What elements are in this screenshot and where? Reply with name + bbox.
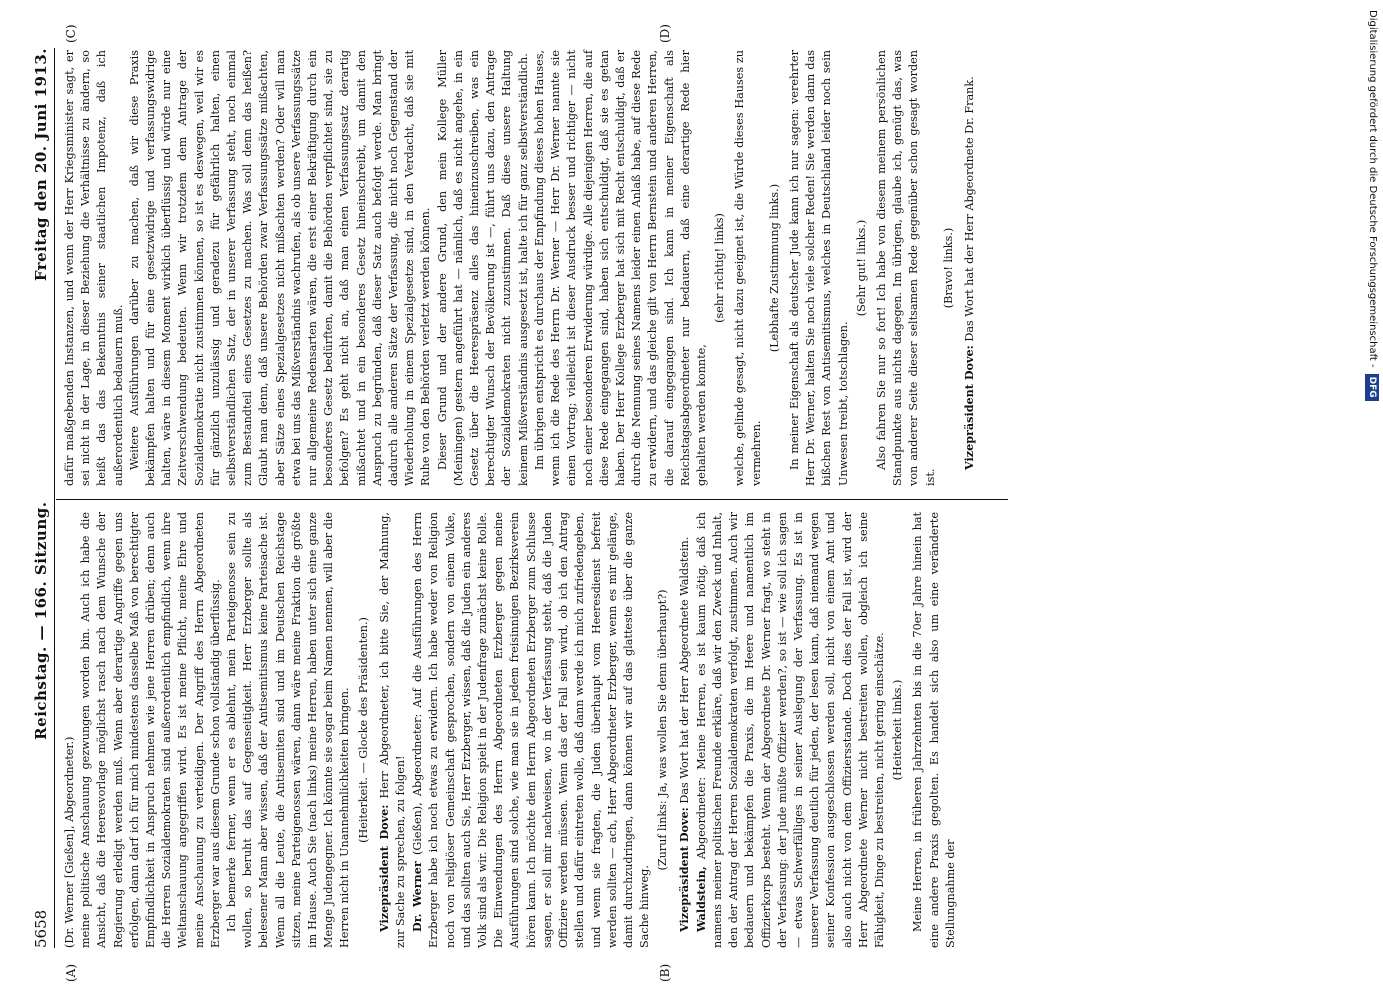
header-divider <box>54 48 55 948</box>
speaker-paragraph <box>409 512 653 948</box>
dfg-logo: DFG <box>1365 374 1379 401</box>
digitization-credit <box>1363 10 1381 1000</box>
paragraph: Meine Herren, in früheren Jahrzehnten bis in die 70er Jahre hinein hat eine andere Praxis gegolten. Es handelt sich also um eine veränderte Stellungnahme der <box>911 512 957 948</box>
speaker-name: Waldstein, <box>693 866 708 932</box>
interjection: (sehr richtig! links) <box>713 213 727 323</box>
paragraph: Also fahren Sie nur so fort! Ich habe von diesem meinem persönlichen Standpunkte aus nichts dagegen. Im übrigen, glaube ich, genügt das, was von anderer Seite dieser seltsamen Rede gegenüber schon gesagt worden ist. <box>874 50 937 486</box>
paragraph: Ich bemerke ferner, wenn er es ablehnt, mein Parteigenosse sein zu wollen, so beruht das auf Gegenseitigkeit. Herr Erzberger sollte als belesener Mann aber wissen, daß der Antisemitismus keine Parteisache ist. Wenn all die Leute, die Antisemiten sind und im Deutschen Reichstage sitzen, meine Parteigenossen wären, dann wäre meine Fraktion die größte im Hause. Auch Sie (nach links) meine Herren, haben unter sich eine ganze Menge Judengegner. Ich könnte sie sogar beim Namen nennen, will aber die Herren nicht in Unannehmlichkeiten bringen. <box>225 512 352 948</box>
page-header <box>18 48 50 948</box>
column-divider <box>56 499 1008 500</box>
header-left <box>32 502 50 948</box>
speech-text: Herr Abgeordneter, ich bitte Sie, der Mahnung, zur Sache zu sprechen, zu folgen! <box>377 512 408 948</box>
speaker-paragraph <box>693 512 888 948</box>
speech-text: (Gießen), Abgeordneter: Auf die Ausführungen des Herrn Erzberger habe ich noch etwas zu erwidern. Ich habe weder von Religion noch von religiöser Gemeinschaft gesprochen, sondern von einem Volke, und das sollten auch Sie, Herr Erzberger, wissen, daß die Juden ein anderes Volk sind als wir. Die Religion spielt in der Judenfrage zunächst keine Rolle. Die Einwendungen des Herrn Abgeordneten Erzberger gegen meine Ausführungen sind solche, wie man sie in jedem freisinnigen Bezirksverein hören kann. Ich möchte dem Herrn Abgeordneten Erzberger zum Schlusse sagen, er soll mir nachweisen, wo in der Verfassung steht, daß die Juden Offiziere werden müssen. Wenn das der Fall sein wird, ob ich den Antrag stellen und dafür eintreten wolle, daß dann werde ich mich zufriedengeben, und wenn sie fragten, die Juden überhaupt vom Heeresdienst befreit werden sollten — ach, Herr Abgeordneter Erzberger, wenn es mir gelänge, damit durchzudringen, dann können wir auf das glatteste über die ganze Sache hinweg. <box>411 511 652 948</box>
margin-mark-c: (C) <box>64 24 78 43</box>
margin-mark-b: (B) <box>658 963 672 982</box>
speaker-paragraph <box>376 512 409 948</box>
paragraph: Dieser Grund und der andere Grund, den mein Kollege Müller (Meiningen) gestern angeführt hat — nämlich, daß es nicht angehe, in ein Gesetz über die Heerespräsenz alles das hineinzuschreiben, was ein berechtigter Wunsch der Bevölkerung ist —, führt uns dazu, den Antrage der Sozialdemokraten nicht zuzustimmen. Daß diese unsere Haltung keinem Mißverständnis ausgesetzt ist, halte ich für ganz selbstverständlich. <box>435 50 530 486</box>
margin-mark-d: (D) <box>658 24 672 43</box>
margin-mark-a: (A) <box>64 963 78 982</box>
interjection: (Zuruf links: Ja, was wollen Sie denn überhaupt?) <box>656 589 670 871</box>
interjection: (Lebhafte Zustimmung links.) <box>767 183 781 353</box>
right-column <box>62 50 978 486</box>
page-number: 5658 <box>32 909 50 948</box>
session-date: Freitag den 20. Juni 1913. <box>32 48 50 282</box>
paragraph: In meiner Eigenschaft als deutscher Jude kann ich nur sagen: verehrter Herr Dr. Werner, halten Sie noch viele solcher Reden! Sie werden dann das bißchen Rest von Antisemitismus, welches in Deutschland leider noch sein Unwesen treibt, totschlagen. <box>787 50 850 486</box>
interjection: (Sehr gut! links.) <box>854 219 868 317</box>
paragraph: Im übrigen entspricht es durchaus der Empfindung dieses hohen Hauses, wenn ich die Rede des Herrn Dr. Werner — Herr Dr. Werner nannte sie einen Vortrag; vielleicht ist dieser Ausdruck besser und richtiger — nicht noch einer besonderen Erwiderung würdige. Alle diejenigen Herren, die auf diese Rede eingegangen sind, haben sich entschuldigt, daß sie es getan haben. Der Herr Kollege Erzberger hat sich mit Recht entschuldigt, daß er durch die Nennung seines Namens leider einen Anlaß habe, auf diese Rede zu erwidern, und das gleiche gilt von Herrn Bernstein und anderen Herren, die darauf eingegangen sind. Ich kann in meiner Eigenschaft als Reichstagsabgeordneter nur bedauern, daß eine derartige Rede hier gehalten werden konnte, <box>532 50 708 486</box>
speaker-paragraph <box>961 50 978 486</box>
paragraph: welche, gelinde gesagt, nicht dazu geeignet ist, die Würde dieses Hauses zu vermehren. <box>733 50 763 486</box>
paragraph: dafür maßgebenden Instanzen, und wenn der Herr Kriegsminister sagt, er sei nicht in der Lage, in dieser Beziehung die Verhältnisse zu ändern, so heißt das das Bekenntnis seiner staatlichen Impotenz, daß ich außerordentlich bedauern muß. <box>63 50 125 486</box>
speech-text: Abgeordneter: Meine Herren, es ist kaum nötig, daß ich namens meiner politischen Freunde erkläre, daß wir den Zweck und Inhalt, den der Antrag der Herren Sozialdemokraten verfolgt, zustimmen. Auch wir bedauern und bekämpfen die Praxis, die im Heere und namentlich im Offizierkorps besteht. Wenn der Abgeordnete Dr. Werner fragt, wo steht in der Verfassung: der Jude müßte Offizier werden?, so ist — wie soll ich sagen — etwas Schwerfälliges in seiner Auslegung der Verfassung. Es ist in unserer Verfassung deutlich für jeden, der lesen kann, daß niemand wegen seiner Konfession ausgeschlossen werden soll, nicht von einem Amt und also auch nicht von dem Offiziersstande. Doch dies der Fall ist, wird der Herr Abgeordnete Werner nicht bestreiten wollen, obgleich ich seine Fähigkeit, Dinge zu bestreiten, nicht gering einschätze. <box>694 512 886 948</box>
paragraph: Weitere Ausführungen darüber zu machen, daß wir diese Praxis bekämpfen halten und für eine gesetzwidrige und verfassungswidrige halten, wäre in diesem Moment wirklich überflüssig und würde nur eine Zeitverschwendung bedeuten. Wenn wir trotzdem dem Antrage der Sozialdemokratie nicht zustimmen können, so ist es deswegen, weil wir es für gänzlich unzulässig und geradezu für gefährlich halten, einen selbstverständlichen Satz, der in unserer Verfassung steht, noch einmal zum Bestandteil eines Gesetzes zu machen. Was soll denn das heißen? Glaubt man denn, daß unsere Behörden zwar Verfassungssätze mißachten, aber Sätze eines Spezialgesetzes nicht mißachten werden? Oder will man etwa bei uns das Mißverständnis wachrufen, als ob unsere Verfassungssätze nur allgemeine Redensarten wären, die erst einer Bekräftigung durch ein besonderes Gesetz bedürften, damit die Behörden verpflichtet sind, sie zu befolgen? Es geht nicht an, daß man einen Verfassungssatz derartig mißachtet und in ein besonderes Gesetz hineinschreibt, um damit den Anspruch zu begründen, daß dieser Satz auch befolgt werde. Man bringt dadurch alle anderen Sätze der Verfassung, die nicht noch Gegenstand der Wiederholung in einem Spezialgesetze sind, in den Verdacht, daß sie mit Ruhe von den Behörden verletzt werden können. <box>127 50 433 486</box>
page-content <box>18 24 1308 982</box>
interjection: (Heiterkeit. — Glocke des Präsidenten.) <box>356 617 370 843</box>
speech-text: Das Wort hat der Herr Abgeordnete Waldstein. <box>677 536 691 804</box>
left-column <box>62 512 959 948</box>
speaker-name: Vizepräsident Dove: <box>376 804 391 932</box>
credit-line <box>1363 10 1381 1000</box>
paragraph: meine politische Anschauung gezwungen worden bin. Auch ich habe die Ansicht, daß die Heeresvorlage möglichst rasch nach dem Wunsche der Regierung erledigt werden muß. Wenn aber derartige Angriffe gegen uns erfolgen, dann darf ich für mich mindestens dasselbe Maß von berechtigter Empfindlichkeit in Anspruch nehmen wie jene Herren drüben; denn auch die Herren Sozialdemokraten sind außerordentlich empfindlich, wenn ihre Weltanschauung angegriffen wird. Es ist meine Pflicht, meine Ehre und meine Anschauung zu verteidigen. Der Angriff des Herrn Abgeordneten Erzberger war aus diesem Grunde schon vollständig überflüssig. <box>79 512 222 948</box>
speaker-paragraph <box>676 512 693 948</box>
session-title: Reichstag. — 166. Sitzung. <box>32 501 50 740</box>
speaker-name: Vizepräsident Dove: <box>676 807 691 932</box>
speaker-name: Dr. Werner <box>410 861 425 932</box>
interjection: (Bravo! links.) <box>941 227 955 309</box>
speaker-name: Vizepräsident Dove: <box>961 345 976 470</box>
running-speaker: (Dr. Werner [Gießen], Abgeordneter.) <box>63 736 76 948</box>
speech-text: Das Wort hat der Herr Abgeordnete Dr. Frank. <box>962 76 976 342</box>
interjection: (Heiterkeit links.) <box>891 679 905 781</box>
credit-text: Digitalisierung gefördert durch die Deutsche Forschungsgemeinschaft - <box>1367 10 1378 368</box>
